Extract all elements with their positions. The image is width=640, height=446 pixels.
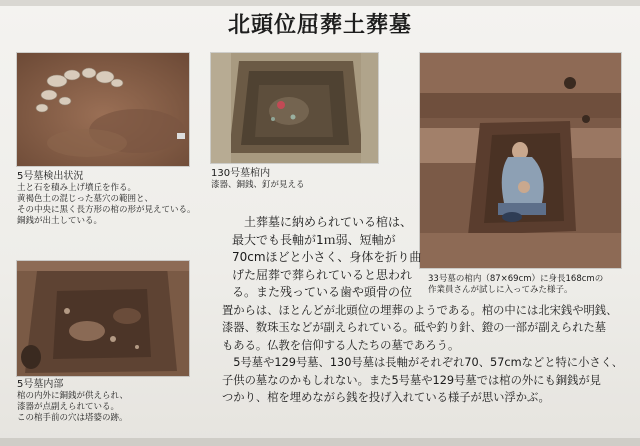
- panel-frame-top: [0, 0, 640, 6]
- body-line: もある。仏教を信仰する人たちの墓であろう。: [222, 338, 460, 352]
- caption-line: 黄褐色土の混じった墓穴の範囲と、: [17, 194, 154, 204]
- photo-tomb130-coffin: [211, 53, 378, 163]
- body-line: る。また残っている歯や頭骨の位: [232, 285, 413, 300]
- caption-tomb33: [428, 274, 628, 296]
- caption-line: 漆器が点副えられている。: [17, 402, 120, 412]
- body-line: げた屈葬で葬られていると思われ: [232, 267, 413, 282]
- photo-tomb33-worker: [420, 53, 621, 268]
- caption-tomb130: [211, 167, 381, 191]
- page-title: 北頭位屈葬土葬墓: [227, 13, 412, 38]
- caption-line: 銅銭が出土している。: [17, 216, 103, 226]
- caption-title: 5号墓検出状況: [17, 171, 84, 182]
- body-line: 5号墓や129号墓、130号墓は長軸がそれぞれ70、57cmなどと特に小さく、: [222, 356, 624, 370]
- body-line: 土葬墓に納められている棺は、: [232, 215, 413, 229]
- caption-title: 5号墓内部: [17, 379, 64, 390]
- body-text-lower: [222, 302, 632, 406]
- caption-title: 130号墓棺内: [211, 168, 271, 179]
- caption-tomb5-detection: [17, 170, 207, 227]
- caption-line: 作業員さんが試しに入ってみた様子。: [428, 285, 573, 295]
- body-text-upper: [232, 214, 422, 302]
- body-line: 最大でも長軸が1ｍ弱、短軸が: [232, 232, 396, 247]
- body-line: つかり、棺を埋めながら銭を投げ入れている様子が思い浮かぶ。: [222, 391, 550, 405]
- caption-tomb5-interior: [17, 378, 207, 424]
- caption-line: 棺の内外に銅銭が供えられ、: [17, 391, 129, 401]
- caption-line: 土と石を積み上げ墳丘を作る。: [17, 183, 137, 193]
- body-line: 子供の墓なのかもしれない。また5号墓や129号墓では棺の外にも銅銭が見: [222, 373, 601, 387]
- photo-tomb5-interior: [17, 261, 189, 376]
- caption-line: その中央に黒く長方形の棺の形が見えている。: [17, 205, 196, 215]
- caption-line: 漆器、銅銭、釘が見える: [211, 180, 305, 190]
- body-line: 70cmほどと小さく、身体を折り曲: [232, 250, 422, 265]
- caption-line: この棺手前の穴は塔婆の跡。: [17, 413, 128, 423]
- body-line: 漆器、数珠玉などが副えられている。砥や釣り針、鐙の一部が副えられた墓: [222, 321, 607, 335]
- photo-tomb5-detection: [17, 53, 189, 166]
- caption-line: 33号墓の棺内（87×69cm）に身長168cmの: [428, 274, 604, 284]
- panel-frame-bottom: [0, 438, 640, 446]
- body-line: 置からは、ほとんどが北頭位の埋葬のようである。棺の中には北宋銭や明銭、: [222, 304, 618, 317]
